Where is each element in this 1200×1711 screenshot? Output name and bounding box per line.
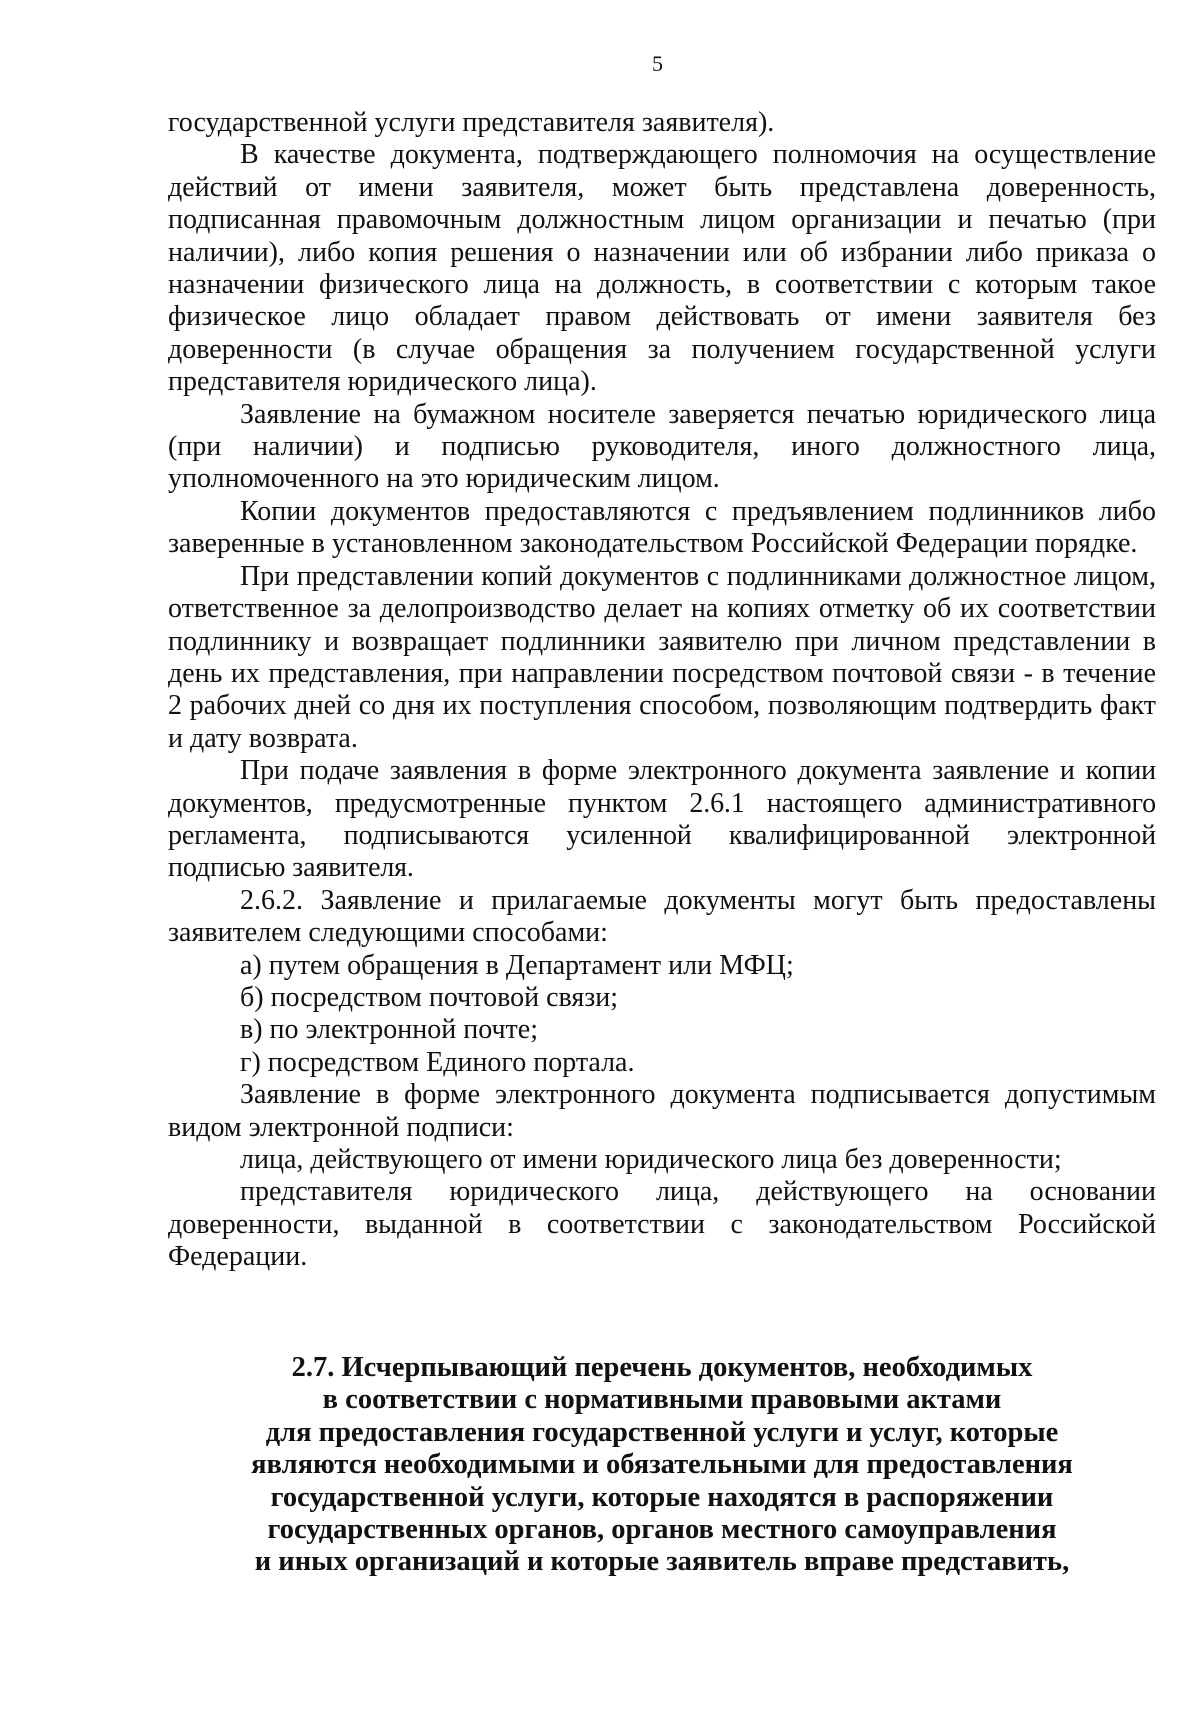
page-number: 5 [652,51,663,76]
paragraph-9: лица, действующего от имени юридического лица без доверенности; [240,1144,1062,1175]
paragraph-10: представителя юридического лица, действующего на основании доверенности, выданной в соответствии с законодательством Российской Федерации. [168,1176,1156,1273]
list-item-a: а) путем обращения в Департамент или МФЦ; [240,949,794,981]
heading-line-6: государственных органов, органов местного самоуправления [267,1514,1057,1546]
heading-line-1: 2.7. Исчерпывающий перечень документов, необходимых [291,1352,1033,1383]
heading-line-4: являются необходимыми и обязательными для предоставления [251,1449,1073,1481]
paragraph-1: государственной услуги представителя заявителя). [168,107,775,138]
list-item-d: г) посредством Единого портала. [240,1046,635,1078]
document-body [168,107,1156,1274]
paragraph-7: 2.6.2. Заявление и прилагаемые документы могут быть предоставлены заявителем следующими способами: [168,884,1156,949]
paragraph-4: Копии документов предоставляются с предъявлением подлинников либо заверенные в установленном законодательством Российской Федерации порядке. [168,495,1156,560]
list-item-c: в) по электронной почте; [240,1014,538,1046]
paragraph-6: При подаче заявления в форме электронного документа заявление и копии документов, предусмотренные пунктом 2.6.1 настоящего административного регламента, подписываются усиленной квалифицированной электронной подписью заявителя. [168,755,1156,884]
heading-line-2: в соответствии с нормативными правовыми актами [322,1384,1002,1416]
heading-line-3: для предоставления государственной услуги и услуг, которые [265,1416,1059,1448]
section-heading [168,1352,1156,1579]
paragraph-8: Заявление в форме электронного документа подписывается допустимым видом электронной подписи: [168,1079,1156,1143]
heading-line-5: государственной услуги, которые находятся в распоряжении [270,1481,1054,1513]
paragraph-5: При представлении копий документов с подлинниками должностное лицом, ответственное за делопроизводство делает на копиях отметку об их соответствии подлиннику и возвращает подлинники заявителю при личном представлении в день их представления, при направлении посредством почтовой связи - в течение 2 рабочих дней со дня их поступления способом, позволяющим подтвердить факт и дату возврата. [168,560,1156,754]
heading-line-7: и иных организаций и которые заявитель вправе представить, [254,1546,1070,1578]
paragraph-2: В качестве документа, подтверждающего полномочия на осуществление действий от имени заявителя, может быть представлена доверенность, подписанная правомочным должностным лицом организации и печатью (при наличии), либо копия решения о назначении или об избрании либо приказа о назначении физического лица на должность, в соответствии с которым такое физическое лицо обладает правом действовать от имени заявителя без доверенности (в случае обращения за получением государственной услуги представителя юридического лица). [168,139,1156,398]
list-item-b: б) посредством почтовой связи; [240,981,619,1013]
paragraph-3: Заявление на бумажном носителе заверяется печатью юридического лица (при наличии) и подписью руководителя, иного должностного лица, уполномоченного на это юридическим лицом. [168,398,1156,495]
